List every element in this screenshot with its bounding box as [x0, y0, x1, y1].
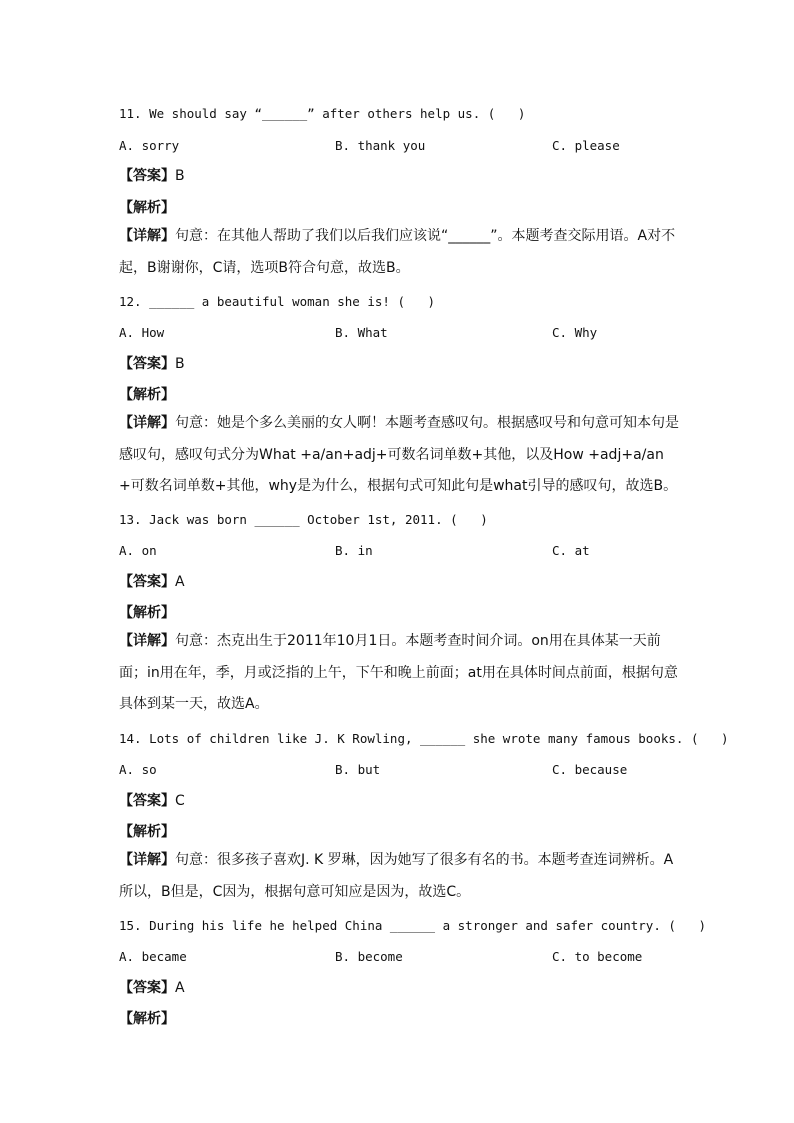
- question-13-answer: [119, 571, 185, 591]
- question-14-option-c: C. because: [552, 762, 628, 777]
- question-12-analysis: [119, 384, 175, 404]
- answer-label: 【答案】: [119, 980, 175, 996]
- analysis-label: 【解析】: [119, 605, 175, 621]
- question-15-option-c: C. to become: [552, 949, 643, 964]
- detail-label: 【详解】: [119, 633, 175, 649]
- answer-label: 【答案】: [119, 574, 175, 590]
- question-14-answer: [119, 790, 185, 810]
- question-15-answer: [119, 977, 185, 997]
- question-12-answer: [119, 353, 185, 373]
- analysis-label: 【解析】: [119, 387, 175, 403]
- question-13-option-a: A. on: [119, 543, 157, 558]
- detail-label: 【详解】: [119, 852, 175, 868]
- answer-label: 【答案】: [119, 168, 175, 184]
- question-15-stem: 15. During his life he helped China ______ a stronger and safer country. ( ): [119, 918, 706, 933]
- detail-text: 句意：在其他人帮助了我们以后我们应该说“______”。本题考查交际用语。A对不起，B谢谢你，C请，选项B符合句意，故选B。: [119, 228, 676, 276]
- question-15-option-a: A. became: [119, 949, 187, 964]
- question-11-stem: 11. We should say “______” after others help us. ( ): [119, 106, 526, 121]
- analysis-label: 【解析】: [119, 824, 175, 840]
- question-12-option-c: C. Why: [552, 325, 598, 340]
- detail-label: 【详解】: [119, 228, 175, 244]
- answer-value: C: [175, 793, 185, 809]
- question-14-option-b: B. but: [335, 762, 381, 777]
- analysis-label: 【解析】: [119, 200, 175, 216]
- answer-value: A: [175, 574, 185, 590]
- question-13-option-b: B. in: [335, 543, 373, 558]
- answer-label: 【答案】: [119, 793, 175, 809]
- answer-label: 【答案】: [119, 356, 175, 372]
- question-13-detail: [119, 626, 679, 721]
- detail-label: 【详解】: [119, 415, 175, 431]
- question-12-option-b: B. What: [335, 325, 388, 340]
- question-13-option-c: C. at: [552, 543, 590, 558]
- question-12-stem: 12. ______ a beautiful woman she is! ( ): [119, 294, 436, 309]
- answer-value: A: [175, 980, 185, 996]
- question-11-answer: [119, 165, 185, 185]
- question-11-option-c: C. please: [552, 138, 620, 153]
- question-14-stem: 14. Lots of children like J. K Rowling, ______ she wrote many famous books. ( ): [119, 731, 729, 746]
- question-12-option-a: A. How: [119, 325, 165, 340]
- analysis-label: 【解析】: [119, 1011, 175, 1027]
- question-14-detail: [119, 845, 679, 908]
- question-13-analysis: [119, 602, 175, 622]
- question-15-option-b: B. become: [335, 949, 403, 964]
- detail-text: 句意：杰克出生于2011年10月1日。本题考查时间介词。on用在具体某一天前面；in用在年，季，月或泛指的上午，下午和晚上前面；at用在具体时间点前面，根据句意具体到某一天，故选A。: [119, 633, 678, 712]
- question-14-analysis: [119, 821, 175, 841]
- question-15-analysis: [119, 1008, 175, 1028]
- answer-value: B: [175, 356, 185, 372]
- detail-text: 句意：她是个多么美丽的女人啊！本题考查感叹句。根据感叹号和句意可知本句是感叹句，感叹句式分为What +a/an+adj+可数名词单数+其他，以及How +adj+a/an +可数名词单数+其他，why是为什么，根据句式可知此句是what引导的感叹句，故选B。: [119, 415, 679, 494]
- question-11-detail: [119, 221, 679, 284]
- question-11-option-b: B. thank you: [335, 138, 426, 153]
- question-14-option-a: A. so: [119, 762, 157, 777]
- question-11-option-a: A. sorry: [119, 138, 180, 153]
- question-12-detail: [119, 408, 679, 503]
- answer-value: B: [175, 168, 185, 184]
- question-11-analysis: [119, 197, 175, 217]
- detail-text: 句意：很多孩子喜欢J. K 罗琳，因为她写了很多有名的书。本题考查连词辨析。A所以，B但是，C因为，根据句意可知应是因为，故选C。: [119, 852, 674, 900]
- question-13-stem: 13. Jack was born ______ October 1st, 2011. ( ): [119, 512, 488, 527]
